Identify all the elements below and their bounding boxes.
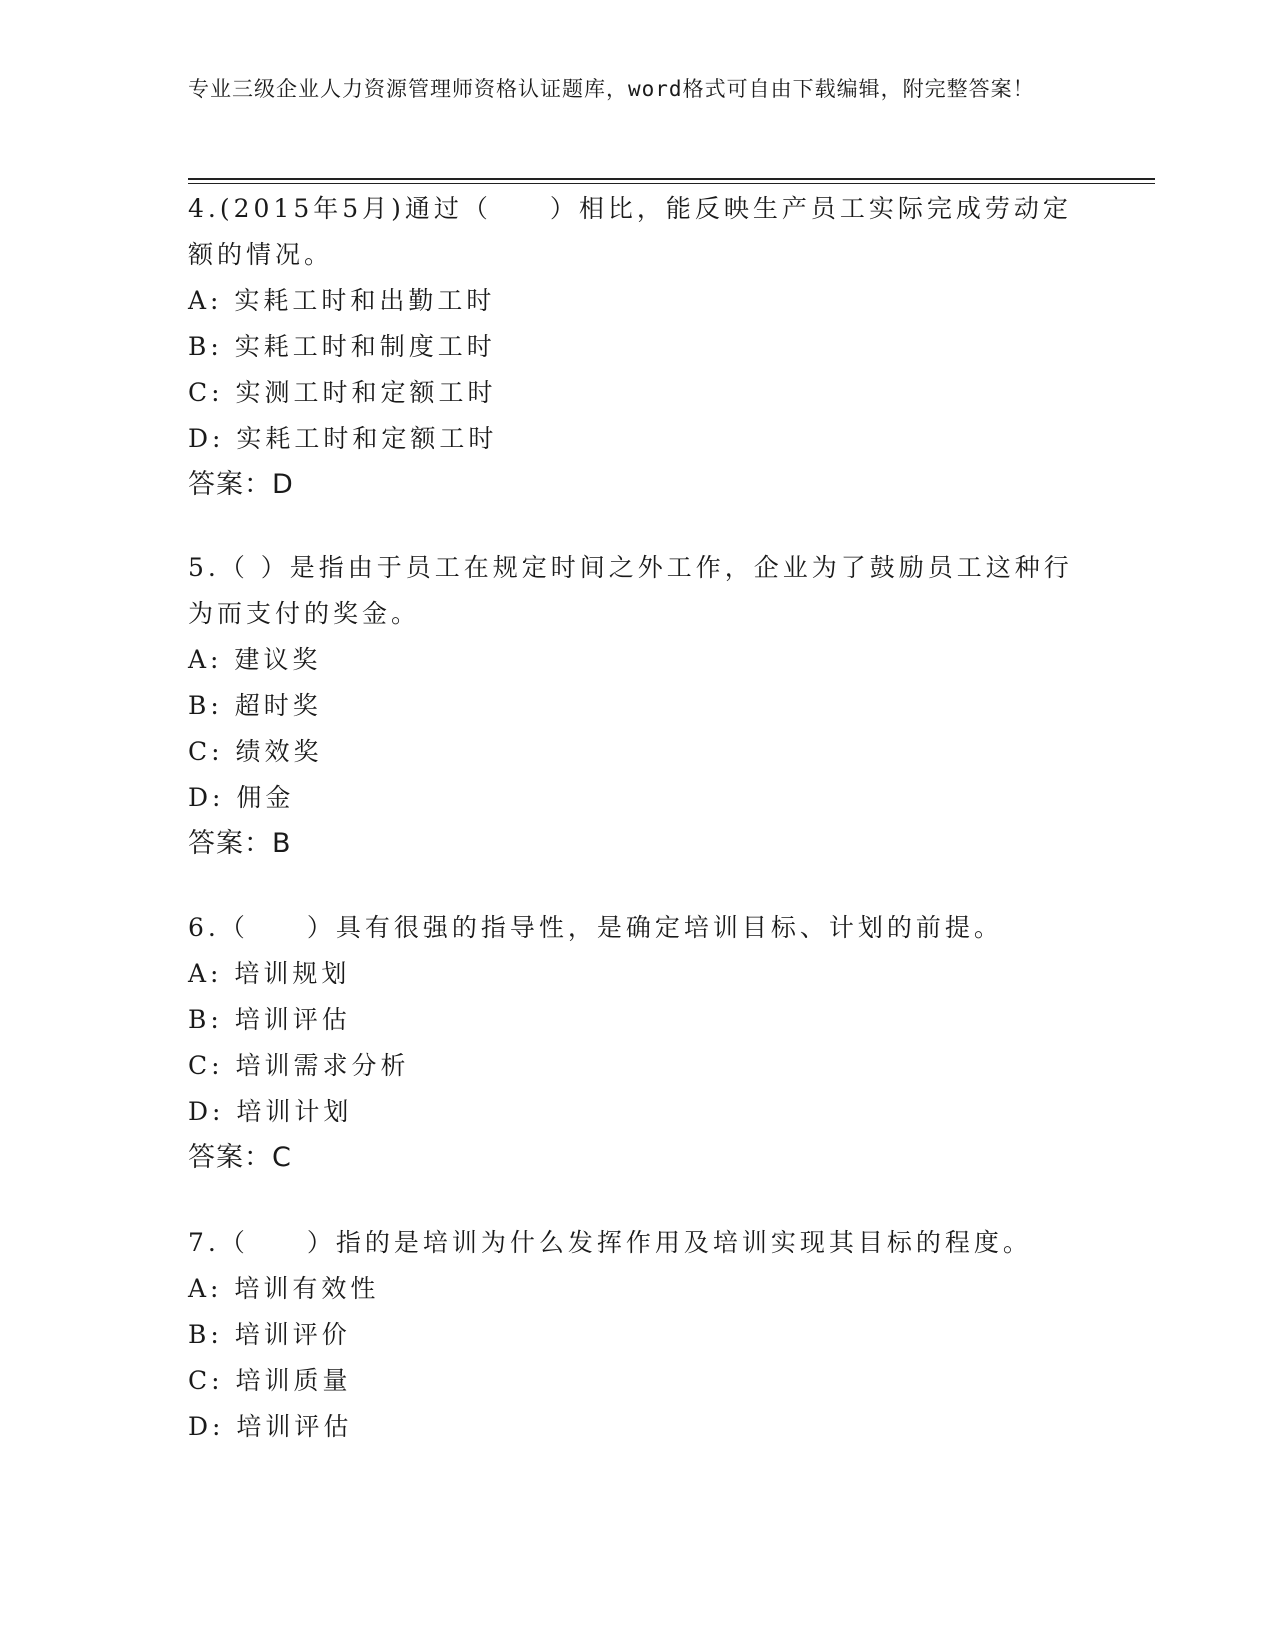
answer-text: 答案：B [188,828,292,859]
question-text: 6.（ ）具有很强的指导性，是确定培训目标、计划的前提。 [188,913,1003,942]
option-b: B: 培训评估 [188,1005,351,1034]
question-block [188,545,1088,867]
option-a: A: 实耗工时和出勤工时 [188,286,496,315]
option-d: D: 实耗工时和定额工时 [188,424,498,453]
option-b: B: 培训评价 [188,1320,351,1349]
option-a: A: 培训有效性 [188,1274,380,1303]
document-header: 专业三级企业人力资源管理师资格认证题库，word格式可自由下载编辑，附完整答案！ [188,77,1035,101]
option-c: C: 实测工时和定额工时 [188,378,497,407]
option-d: D: 佣金 [188,783,295,812]
option-c: C: 培训质量 [188,1366,352,1395]
question-block [188,905,1088,1181]
header-divider [188,178,1155,180]
answer-text: 答案：C [188,1142,292,1173]
option-c: C: 培训需求分析 [188,1051,410,1080]
option-d: D: 培训计划 [188,1097,353,1126]
question-block [188,1220,1088,1450]
option-d: D: 培训评估 [188,1412,353,1441]
option-a: A: 培训规划 [188,959,351,988]
option-b: B: 超时奖 [188,691,322,720]
question-text: 4.(2015年5月)通过（ ）相比，能反映生产员工实际完成劳动定额的情况。 [188,194,1072,269]
question-text: 5.（ ）是指由于员工在规定时间之外工作，企业为了鼓励员工这种行为而支付的奖金。 [188,553,1073,628]
option-b: B: 实耗工时和制度工时 [188,332,496,361]
option-a: A: 建议奖 [188,645,322,674]
question-block [188,186,1088,508]
header-divider-thin [188,183,1155,184]
question-text: 7.（ ）指的是培训为什么发挥作用及培训实现其目标的程度。 [188,1228,1032,1257]
option-c: C: 绩效奖 [188,737,323,766]
answer-text: 答案：D [188,469,294,500]
